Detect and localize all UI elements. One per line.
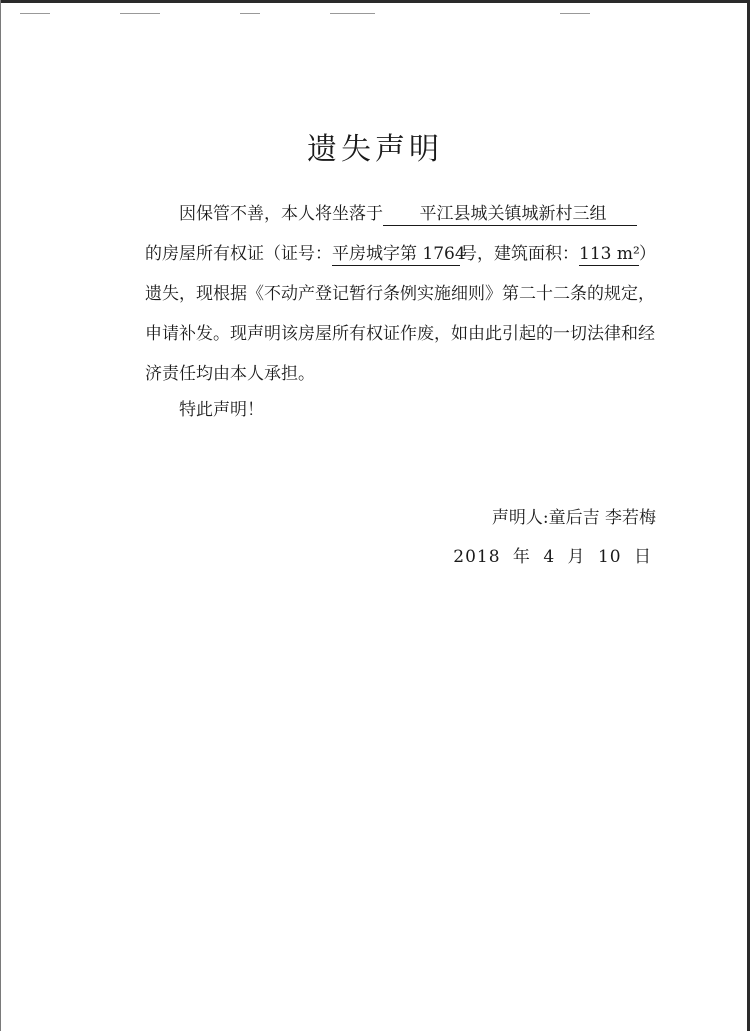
scan-artifact [20, 13, 50, 14]
document-title: 遗失声明 [307, 132, 443, 168]
area-field: 113 m² [579, 244, 640, 264]
certificate-number-field: 平房城字第 1764 [332, 244, 466, 264]
scan-artifact [240, 13, 260, 14]
scan-artifact [330, 13, 375, 14]
paragraph-line: 济责任均由本人承担。 [145, 364, 315, 384]
line2-mid: 号，建筑面积： [460, 244, 579, 264]
declaration-paragraph [145, 194, 675, 394]
address-field: 平江县城关镇城新村三组 [383, 203, 637, 226]
paragraph-line [145, 194, 675, 234]
paragraph-line: 申请补发。现声明该房屋所有权证作废，如由此引起的一切法律和经 [145, 324, 655, 344]
declaration-date: 2018 年 4 月 10 日 [453, 547, 652, 567]
signatory: 声明人:童后吉 李若梅 [491, 508, 656, 528]
scan-artifact [560, 13, 590, 14]
line2-prefix: 的房屋所有权证（证号： [145, 244, 332, 264]
closing-statement [145, 390, 264, 430]
paragraph-line [145, 234, 675, 274]
paragraph-line: 遗失，现根据《不动产登记暂行条例实施细则》第二十二条的规定， [145, 284, 655, 304]
line2-suffix: ） [639, 244, 656, 264]
scan-border-top [0, 0, 750, 3]
closing-text: 特此声明！ [179, 400, 264, 420]
line1-prefix: 因保管不善，本人将坐落于 [179, 204, 383, 224]
scan-artifact [120, 13, 160, 14]
